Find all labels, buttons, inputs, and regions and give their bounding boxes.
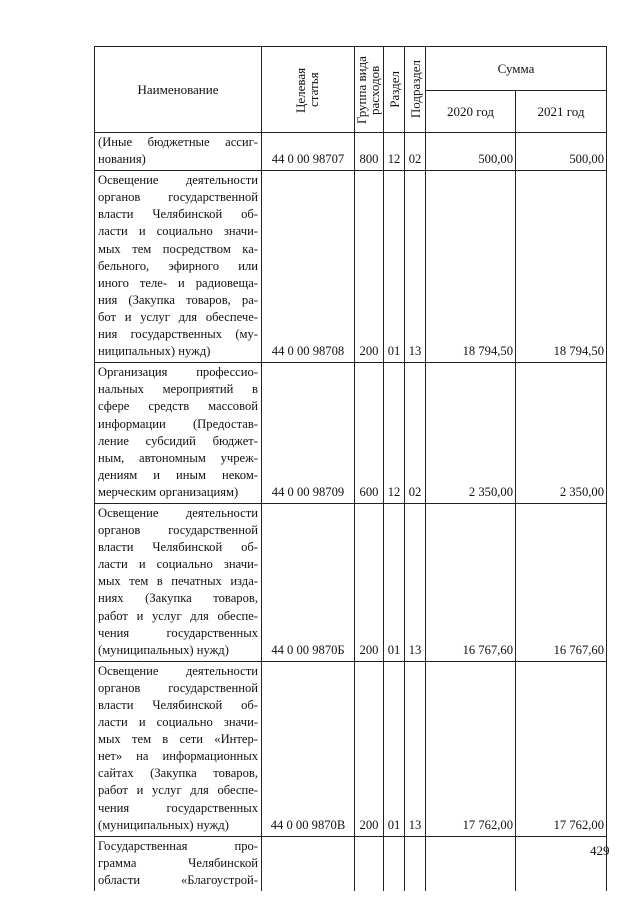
name-line: нет» на информационных xyxy=(98,749,258,764)
header-year-2021: 2021 год xyxy=(516,91,607,133)
sum-2020: 500,00 xyxy=(426,133,516,171)
sum-2020: 17 762,00 xyxy=(426,661,516,836)
name-line: Освещение деятельности xyxy=(98,663,258,678)
table-row xyxy=(95,171,607,363)
name-line: ласти и социально значи- xyxy=(98,715,258,730)
header-name: Наименование xyxy=(95,47,262,133)
table-row xyxy=(95,503,607,661)
name-line: Освещение деятельности xyxy=(98,505,258,520)
name-line: ласти и социально значи- xyxy=(98,557,258,572)
name-line: дениям и иным неком- xyxy=(98,467,258,482)
header-sum: Сумма xyxy=(426,47,607,91)
name-line: ниях (Закупка товаров, xyxy=(98,591,258,606)
header-subsection: Подраздел xyxy=(405,47,426,133)
target-article: 44 0 00 9870Б xyxy=(262,503,355,661)
header-target-article: Целевая статья xyxy=(262,47,355,133)
name-line: власти Челябинской об- xyxy=(98,698,258,712)
sum-2020: 2 350,00 xyxy=(426,363,516,504)
table-row xyxy=(95,363,607,504)
name-line: бот и услуг для обеспече- xyxy=(98,309,258,324)
expense-group: 200 xyxy=(355,503,384,661)
empty-cell xyxy=(384,836,405,891)
row-name xyxy=(95,503,262,661)
sum-2021: 16 767,60 xyxy=(516,503,607,661)
expense-group: 200 xyxy=(355,661,384,836)
section: 01 xyxy=(384,171,405,363)
subsection: 02 xyxy=(405,133,426,171)
name-line: (Иные бюджетные ассиг- xyxy=(98,135,258,149)
target-article: 44 0 00 98708 xyxy=(262,171,355,363)
name-line: работ и услуг для обеспе- xyxy=(98,608,258,623)
name-line: области «Благоустрой- xyxy=(98,872,258,887)
row-name xyxy=(95,661,262,836)
target-article: 44 0 00 98707 xyxy=(262,133,355,171)
name-line: органов государственной xyxy=(98,523,258,538)
name-line: чения государственных xyxy=(98,800,258,815)
name-line: ласти и социально значи- xyxy=(98,224,258,239)
name-line: ным, автономным учреж- xyxy=(98,450,258,465)
name-line: мых тем посредством ка- xyxy=(98,241,258,256)
empty-cell xyxy=(426,836,516,891)
name-line: ниципальных) нужд) xyxy=(98,344,211,359)
subsection: 13 xyxy=(405,171,426,363)
row-name xyxy=(95,363,262,504)
name-line: мерческим организациям) xyxy=(98,484,239,499)
row-name xyxy=(95,836,262,891)
expense-group: 200 xyxy=(355,171,384,363)
name-line: (муниципальных) нужд) xyxy=(98,817,229,832)
section: 12 xyxy=(384,363,405,504)
name-line: ния (Закупка товаров, ра- xyxy=(98,292,258,307)
row-name xyxy=(95,133,262,171)
table-row xyxy=(95,661,607,836)
sum-2021: 500,00 xyxy=(516,133,607,171)
sum-2020: 16 767,60 xyxy=(426,503,516,661)
name-line: сайтах (Закупка товаров, xyxy=(98,766,258,781)
name-line: власти Челябинской об- xyxy=(98,207,258,222)
empty-cell xyxy=(355,836,384,891)
header-section: Раздел xyxy=(384,47,405,133)
name-line: грамма Челябинской xyxy=(98,855,258,870)
section: 01 xyxy=(384,661,405,836)
name-line: органов государственной xyxy=(98,190,258,205)
target-article: 44 0 00 98709 xyxy=(262,363,355,504)
name-line: мых тем в печатных изда- xyxy=(98,574,258,589)
table-body xyxy=(95,133,607,892)
sum-2020: 18 794,50 xyxy=(426,171,516,363)
name-line: информации (Предостав- xyxy=(98,416,258,431)
name-line: (муниципальных) нужд) xyxy=(98,642,229,657)
name-line: ление субсидий бюджет- xyxy=(98,433,258,448)
sum-2021: 18 794,50 xyxy=(516,171,607,363)
name-line: власти Челябинской об- xyxy=(98,540,258,555)
name-line: мых тем в сети «Интер- xyxy=(98,732,258,747)
name-line: нования) xyxy=(98,152,146,167)
subsection: 02 xyxy=(405,363,426,504)
name-line: работ и услуг для обеспе- xyxy=(98,783,258,798)
sum-2021: 2 350,00 xyxy=(516,363,607,504)
empty-cell xyxy=(405,836,426,891)
name-line: органов государственной xyxy=(98,680,258,695)
name-line: чения государственных xyxy=(98,625,258,640)
target-article: 44 0 00 9870В xyxy=(262,661,355,836)
header-expense-group: Группа вида расходов xyxy=(355,47,384,133)
expense-group: 600 xyxy=(355,363,384,504)
name-line: иного теле- и радиовеща- xyxy=(98,275,258,290)
name-line: бельного, эфирного или xyxy=(98,258,258,273)
name-line: нальных мероприятий в xyxy=(98,382,258,397)
name-line: сфере средств массовой xyxy=(98,399,258,414)
name-line: ния государственных (му- xyxy=(98,327,258,342)
sum-2021: 17 762,00 xyxy=(516,661,607,836)
table-row xyxy=(95,836,607,891)
section: 12 xyxy=(384,133,405,171)
row-name xyxy=(95,171,262,363)
section: 01 xyxy=(384,503,405,661)
empty-cell xyxy=(262,836,355,891)
page-number: 429 xyxy=(590,843,610,858)
subsection: 13 xyxy=(405,661,426,836)
table-row xyxy=(95,133,607,171)
subsection: 13 xyxy=(405,503,426,661)
name-line: Освещение деятельности xyxy=(98,173,258,188)
name-line: Организация профессио- xyxy=(98,365,258,380)
header-year-2020: 2020 год xyxy=(426,91,516,133)
budget-table xyxy=(94,46,607,891)
expense-group: 800 xyxy=(355,133,384,171)
name-line: Государственная про- xyxy=(98,838,258,853)
